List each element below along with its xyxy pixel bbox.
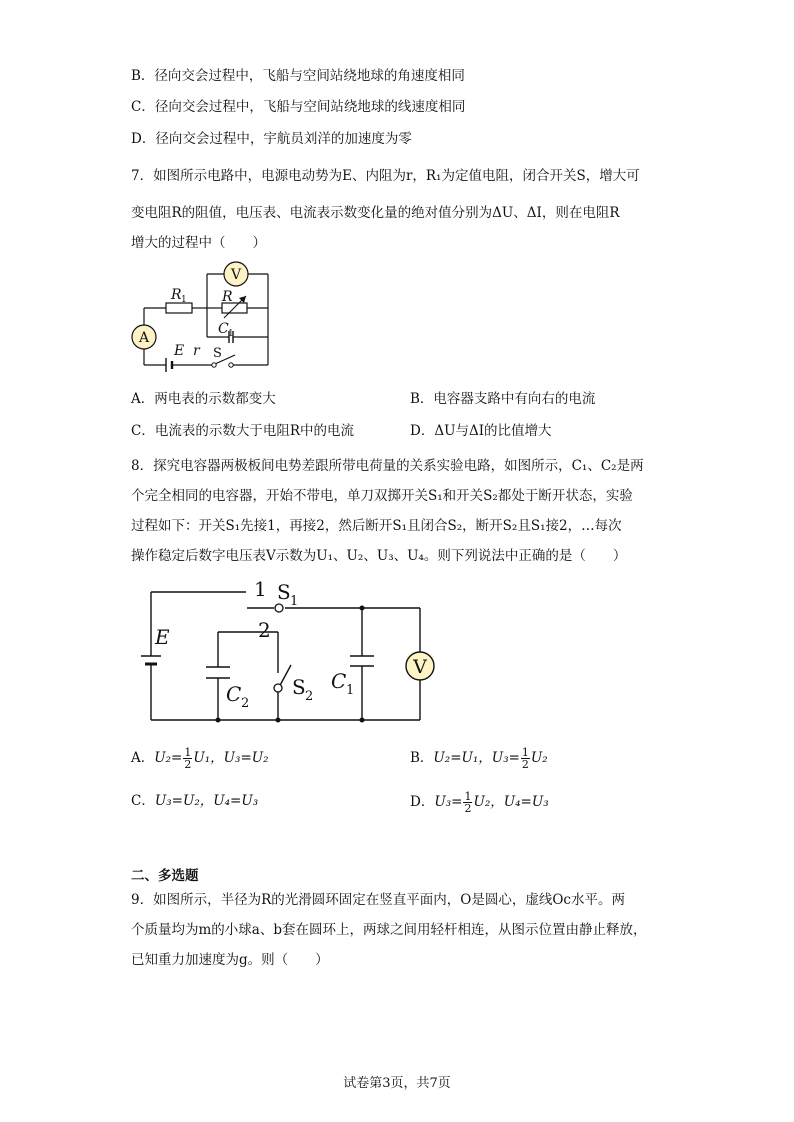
q8-option-d-fraction (463, 791, 472, 814)
q8-option-b (410, 747, 548, 770)
q7-stem-line-3: 增大的过程中（ ） (131, 235, 266, 251)
q8-option-d (410, 791, 549, 814)
q8-option-a (131, 747, 269, 770)
q8-s1-label: S (277, 580, 291, 604)
q8-option-d-label: D． (410, 794, 435, 810)
q8-option-d-num: 1 (464, 790, 472, 803)
q7-ammeter-label: A (138, 330, 150, 346)
q8-option-d-part2: U₂，U₄=U₃ (473, 794, 549, 810)
page-footer: 试卷第3页，共7页 (343, 1076, 451, 1091)
q8-voltmeter-label: V (413, 656, 427, 678)
q8-stem-line-1: 8．探究电容器两极板间电势差跟所带电荷量的关系实验电路，如图所示，C₁、C₂是两 (131, 458, 644, 474)
section-heading-multiple-choice: 二、多选题 (131, 868, 199, 884)
q8-stem-line-3: 过程如下：开关S₁先接1，再接2，然后断开S₁且闭合S₂，断开S₂且S₁接2，…每次 (131, 518, 622, 534)
q8-option-a-part2: U₁，U₃=U₂ (193, 750, 269, 766)
q8-stem-line-4: 操作稳定后数字电压表V示数为U₁、U₂、U₃、U₄。则下列说法中正确的是（ ） (131, 548, 627, 564)
q7-option-a: A．两电表的示数都变大 (131, 391, 276, 407)
q8-c1-label: C (331, 669, 347, 693)
q8-c1-sub: 1 (346, 683, 355, 698)
q8-option-b-num: 1 (521, 746, 529, 759)
q9-stem-line-2: 个质量均为m的小球a、b套在圆环上，两球之间用轻杆相连，从图示位置由静止释放， (131, 922, 647, 938)
q7-stem-line-1: 7．如图所示电路中，电源电动势为E、内阻为r，R₁为定值电阻，闭合开关S，增大可 (131, 168, 640, 184)
q8-option-a-num: 1 (184, 746, 192, 759)
q8-c2-sub: 2 (241, 696, 250, 711)
q7-voltmeter-label: V (230, 267, 242, 283)
q8-option-c (131, 791, 258, 811)
q8-s2-label: S (292, 675, 306, 699)
q7-c1-label: C (218, 321, 229, 337)
q8-option-d-part1: U₃= (434, 794, 463, 810)
q6-option-c: C．径向交会过程中，飞船与空间站绕地球的线速度相同 (131, 99, 466, 115)
q7-internal-label: r (193, 343, 200, 359)
q8-s2-sub: 2 (305, 689, 314, 704)
q8-option-a-fraction (183, 747, 192, 770)
q7-option-c: C．电流表的示数大于电阻R中的电流 (131, 423, 354, 439)
q7-option-d: D．ΔU与ΔI的比值增大 (410, 423, 552, 439)
q8-terminal-1: 1 (254, 577, 267, 601)
q7-option-b: B．电容器支路中有向右的电流 (410, 391, 596, 407)
q8-option-b-part2: U₂ (530, 750, 548, 766)
q7-c1-sub: 1 (228, 329, 234, 339)
q9-stem-line-3: 已知重力加速度为g。则（ ） (131, 952, 329, 968)
q7-switch-label: S (213, 346, 222, 361)
q8-option-b-fraction (521, 747, 530, 770)
q8-terminal-2: 2 (258, 618, 271, 642)
q6-option-d: D．径向交会过程中，宇航员刘洋的加速度为零 (131, 131, 412, 147)
q8-c2-label: C (226, 682, 242, 706)
q8-option-a-den: 2 (184, 758, 192, 771)
q9-stem-line-1: 9．如图所示，半径为R的光滑圆环固定在竖直平面内，O是圆心，虚线Oc水平。两 (131, 892, 625, 908)
q6-option-b: B．径向交会过程中，飞船与空间站绕地球的角速度相同 (131, 68, 465, 84)
q8-emf-label: E (155, 625, 170, 649)
q8-stem-line-2: 个完全相同的电容器，开始不带电，单刀双掷开关S₁和开关S₂都处于断开状态，实验 (131, 488, 633, 504)
q8-option-c-label: C． (131, 793, 155, 809)
q8-option-c-text: U₃=U₂，U₄=U₃ (154, 793, 259, 809)
q8-option-a-part1: U₂= (154, 750, 183, 766)
q7-r-label: R (222, 289, 233, 305)
q7-r1-sub: 1 (181, 295, 187, 305)
q8-option-b-part1: U₂=U₁，U₃= (433, 750, 520, 766)
q8-option-b-den: 2 (521, 758, 529, 771)
q8-option-a-label: A． (131, 750, 155, 766)
q8-option-d-den: 2 (464, 802, 472, 815)
q7-stem-line-2: 变电阻R的阻值，电压表、电流表示数变化量的绝对值分别为ΔU、ΔI，则在电阻R (131, 205, 620, 221)
q7-r1-label: R (171, 287, 182, 303)
q8-option-b-label: B． (410, 750, 434, 766)
q8-s1-sub: 1 (290, 594, 299, 609)
q7-emf-label: E (174, 343, 185, 359)
